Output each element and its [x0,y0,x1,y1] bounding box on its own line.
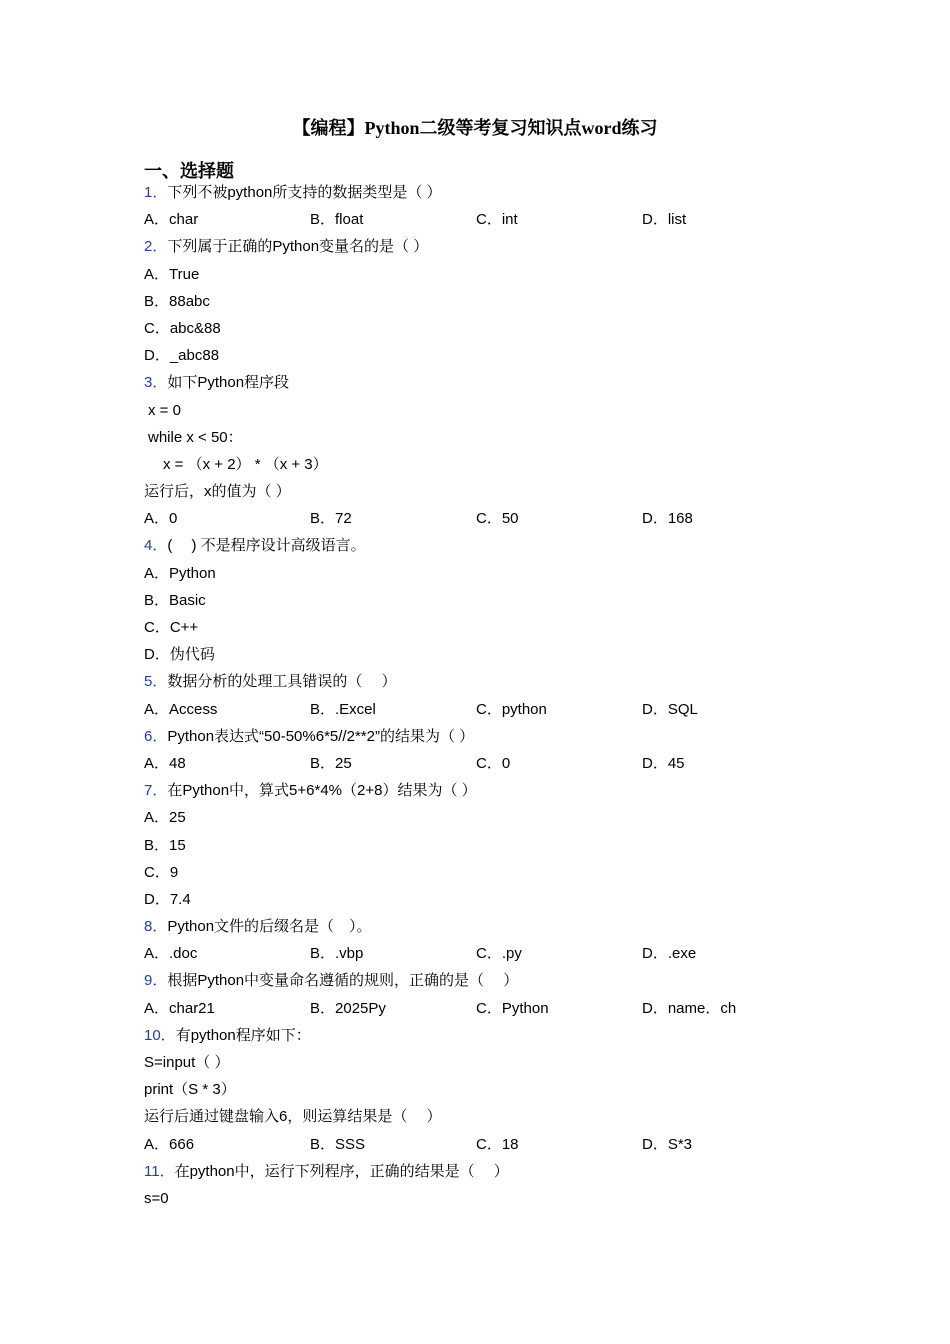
option-a: A．25 [144,809,186,827]
option-d: D．_abc88 [144,347,220,365]
question-text: 下列属于正确的Python变量名的是（ ） [167,238,429,256]
question-number: 10． [144,1026,176,1044]
option-c: C．0 [476,754,511,772]
question-number: 2． [144,238,168,256]
question-text: 下列不被python所支持的数据类型是（ ） [167,184,442,201]
option-d: D．list [642,211,687,229]
option-a: A．48 [144,754,186,772]
code-line: x = （x + 2） * （x + 3） [163,455,328,473]
question-1 [144,179,824,206]
question-3 [144,369,824,396]
question-text: 根据Python中变量命名遵循的规则，正确的是（ ） [167,972,519,990]
question-text: Python表达式“50-50%6*5//2**2”的结果为（ ） [167,727,475,745]
question-10 [144,1022,824,1049]
question-number: 8． [144,918,168,936]
question-4 [144,532,824,559]
option-a: A．char [144,211,199,229]
question-9 [144,967,824,994]
document-title: 【编程】Python二级等考复习知识点word练习 [292,118,658,138]
option-d: D．SQL [642,700,698,718]
question-text: Python文件的后缀名是（ ）。 [167,918,372,936]
code-line: print（S * 3） [144,1081,236,1099]
option-d: D．伪代码 [144,646,215,664]
question-text: ( ) 不是程序设计高级语言。 [167,537,366,555]
option-a: A．Access [144,700,218,718]
question-number: 6． [144,727,168,745]
option-b: B．88abc [144,292,210,310]
question-11 [144,1158,824,1185]
code-line: while x < 50： [148,428,243,446]
option-c: C．python [476,700,547,718]
question-list [144,179,824,1212]
question-number: 7． [144,782,168,800]
options-row [144,696,824,723]
question-followup: 运行后，x的值为（ ） [144,483,291,501]
option-d: D．S*3 [642,1135,693,1153]
question-number: 1． [144,184,168,201]
code-line: x = 0 [148,401,181,419]
question-text: 在Python中，算式5+6*4%（2+8）结果为（ ） [167,782,477,800]
question-text: 有python程序如下： [175,1026,311,1044]
question-2 [144,233,824,260]
option-a: A．.doc [144,945,198,963]
options-row [144,206,824,233]
question-7 [144,777,824,804]
code-line: S=input（ ） [144,1054,230,1071]
option-a: A．True [144,265,200,283]
options-row [144,505,824,532]
option-b: B．SSS [310,1135,366,1153]
section-heading: 一、选择题 [144,161,234,181]
option-c: C．50 [476,510,519,528]
question-text: 数据分析的处理工具错误的（ ） [167,673,397,691]
option-a: A．0 [144,510,178,528]
question-text: 如下Python程序段 [167,374,290,392]
option-b: B．Basic [144,591,206,609]
question-5 [144,668,824,695]
option-c: C．abc&88 [144,319,221,337]
option-a: A．666 [144,1135,195,1153]
option-c: C．.py [476,945,522,963]
question-text: 在python中，运行下列程序，正确的结果是（ ） [174,1162,509,1180]
option-b: B．2025Py [310,999,386,1017]
option-c: C．Python [476,999,549,1017]
question-8 [144,913,824,940]
option-a: A．Python [144,564,216,582]
option-d: D．7.4 [144,890,191,908]
option-d: D．name．ch [642,999,737,1017]
question-number: 4． [144,537,168,555]
options-row [144,1131,824,1158]
option-d: D．45 [642,754,685,772]
question-number: 11． [144,1162,175,1180]
option-b: B．25 [310,754,352,772]
question-number: 3． [144,374,168,392]
option-c: C．int [476,211,518,229]
option-d: D．.exe [642,945,697,963]
option-a: A．char21 [144,999,215,1017]
option-c: C．C++ [144,619,199,636]
option-c: C．9 [144,863,179,881]
option-b: B．float [310,211,364,229]
question-6 [144,723,824,750]
option-d: D．168 [642,510,693,528]
option-b: B．15 [144,836,186,854]
code-line: s=0 [144,1189,169,1207]
question-number: 5． [144,673,168,691]
option-b: B．72 [310,510,352,528]
option-c: C．18 [476,1135,519,1153]
option-b: B．.vbp [310,945,364,963]
options-row [144,750,824,777]
options-row [144,940,824,967]
question-number: 9． [144,972,168,990]
option-b: B．.Excel [310,700,376,718]
options-row [144,995,824,1022]
question-followup: 运行后通过键盘输入6，则运算结果是（ ） [144,1108,442,1126]
